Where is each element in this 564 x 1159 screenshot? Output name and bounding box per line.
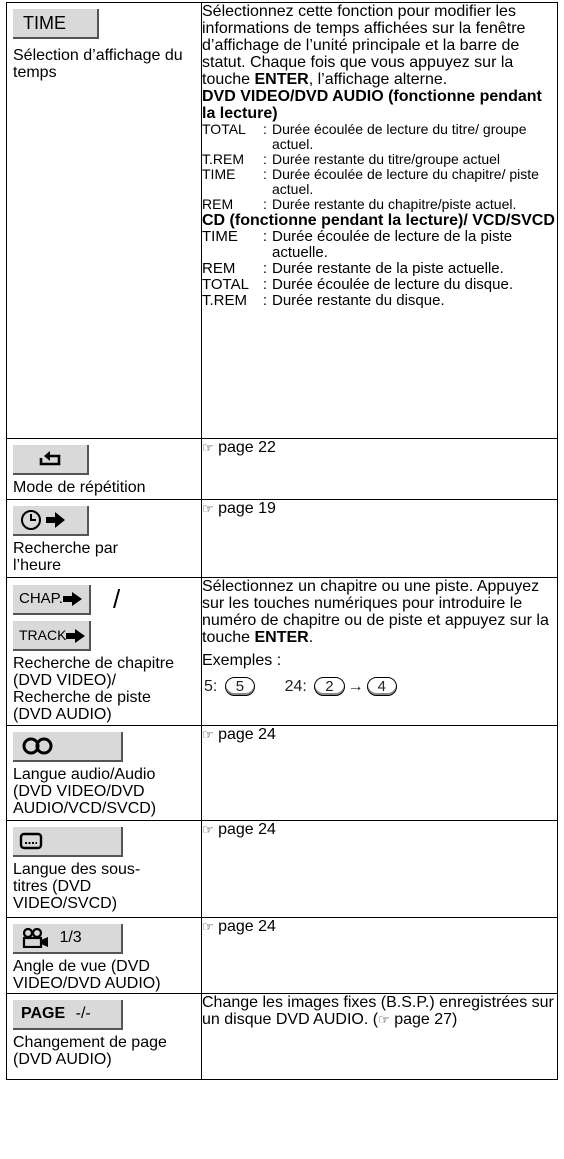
hand-pointer-icon: ☞ xyxy=(202,822,214,837)
table-row xyxy=(7,821,558,918)
time-button[interactable]: TIME xyxy=(13,9,99,39)
audio-button[interactable] xyxy=(13,732,123,762)
function-label: Angle de vue (DVD VIDEO/DVD AUDIO) xyxy=(13,958,161,992)
hand-pointer-icon: ☞ xyxy=(202,727,214,742)
table-row xyxy=(7,578,558,726)
separator: / xyxy=(113,584,121,614)
hand-pointer-icon: ☞ xyxy=(202,919,214,934)
audio-icon xyxy=(21,736,55,756)
number-key-5: 5 xyxy=(225,677,255,696)
table-row xyxy=(7,726,558,821)
dvd-list xyxy=(202,122,557,212)
number-key-4: 4 xyxy=(367,677,397,696)
arrow-right-icon xyxy=(63,592,83,606)
list-item: REM : Durée restante de la piste actuelle. xyxy=(202,260,504,277)
table-row xyxy=(7,500,558,578)
arrow-right-icon xyxy=(66,629,86,643)
page-reference[interactable]: ☞ page 22 xyxy=(202,439,276,456)
function-label: Sélection d’affichage du temps xyxy=(13,47,183,81)
subtitle-button[interactable] xyxy=(13,827,123,857)
time-search-button[interactable] xyxy=(13,506,89,536)
dvd-heading: DVD VIDEO/DVD AUDIO (fonctionne pendant la lecture) xyxy=(202,88,542,122)
list-item: T.REM : Durée restante du titre/groupe actuel xyxy=(202,151,501,167)
function-label: Changement de page (DVD AUDIO) xyxy=(13,1034,167,1068)
function-label: Langue des sous-titres (DVD VIDEO/SVCD) xyxy=(13,861,141,912)
cd-list xyxy=(202,229,557,309)
list-item: TOTAL : Durée écoulée de lecture du titre/ groupe actuel. xyxy=(202,121,527,152)
examples: 5: 5 24: 2 → 4 xyxy=(202,677,557,696)
table-row xyxy=(7,3,558,439)
table-row xyxy=(7,439,558,500)
description: Change les images fixes (B.S.P.) enregistrées sur un disque DVD AUDIO. (☞ page 27) xyxy=(202,994,554,1028)
camera-icon xyxy=(21,928,51,948)
subtitle-icon xyxy=(19,831,43,851)
page-reference[interactable]: ☞ page 24 xyxy=(202,821,276,838)
page-reference[interactable]: ☞ page 24 xyxy=(202,918,276,935)
cd-heading: CD (fonctionne pendant la lecture)/ VCD/SVCD xyxy=(202,212,555,229)
list-item: T.REM : Durée restante du disque. xyxy=(202,292,445,309)
examples-label: Exemples : xyxy=(202,652,282,669)
function-label: Recherche de chapitre (DVD VIDEO)/ Recherche de piste (DVD AUDIO) xyxy=(13,655,174,723)
function-table xyxy=(6,2,558,1080)
number-key-2: 2 xyxy=(314,677,344,696)
page-button[interactable]: PAGE -/- xyxy=(13,1000,123,1030)
table-row xyxy=(7,994,558,1080)
hand-pointer-icon: ☞ xyxy=(202,501,214,516)
description: Sélectionnez un chapitre ou une piste. Appuyez sur les touches numériques pour introduire le numéro de chapitre ou de piste et appuyez sur la touche ENTER. xyxy=(202,578,549,646)
page-reference[interactable]: ☞ page 19 xyxy=(202,500,276,517)
angle-button[interactable]: 1/3 xyxy=(13,924,123,954)
page-reference[interactable]: page 27 xyxy=(394,1011,453,1028)
list-item: TIME : Durée écoulée de lecture du chapitre/ piste actuel. xyxy=(202,166,539,197)
clock-arrow-icon xyxy=(19,508,75,532)
function-label: Recherche par l’heure xyxy=(13,540,118,574)
function-label: Langue audio/Audio (DVD VIDEO/DVD AUDIO/VCD/SVCD) xyxy=(13,766,157,817)
hand-pointer-icon: ☞ xyxy=(378,1012,390,1027)
repeat-button[interactable] xyxy=(13,445,89,475)
repeat-icon xyxy=(37,449,63,469)
list-item: TIME : Durée écoulée de lecture de la piste actuelle. xyxy=(202,228,513,261)
chap-button[interactable]: CHAP. xyxy=(13,585,91,615)
list-item: REM : Durée restante du chapitre/piste actuel. xyxy=(202,196,517,212)
description: Sélectionnez cette fonction pour modifier les informations de temps affichées sur la fenêtre d’affichage de l’unité principale et la barre de statut. Chaque fois que vous appuyez sur la touche ENTER, l’affichage alterne. xyxy=(202,3,526,88)
track-button[interactable]: TRACK xyxy=(13,621,91,651)
function-label: Mode de répétition xyxy=(13,479,146,496)
list-item: TOTAL : Durée écoulée de lecture du disque. xyxy=(202,276,513,293)
table-row xyxy=(7,918,558,994)
hand-pointer-icon: ☞ xyxy=(202,440,214,455)
page-reference[interactable]: ☞ page 24 xyxy=(202,726,276,743)
